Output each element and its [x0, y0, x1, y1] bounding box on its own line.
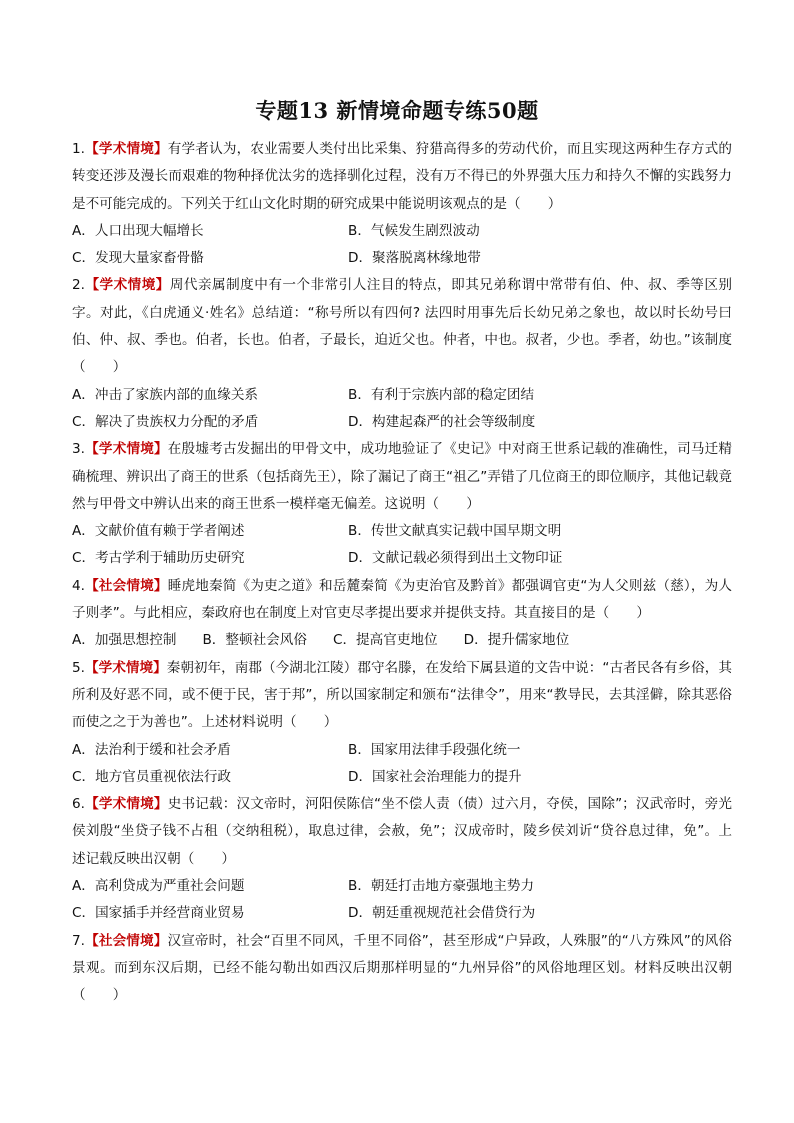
question-text: 秦朝初年，南郡（今湖北江陵）郡守名滕，在发给下属县道的文告中说：“古者民各有乡俗，其所利及好恶不同，或不便于民，害于邦”，所以国家制定和颁布“法律令”，用来“教导民，去其淫僻，除其恶俗而使之之于为善也”。上述材料说明（ ）: [72, 659, 732, 731]
question-1: [72, 136, 732, 272]
question-stem: [72, 272, 732, 381]
question-text: 周代亲属制度中有一个非常引人注目的特点，即其兄弟称谓中常带有伯、仲、叔、季等区别字。对此，《白虎通义·姓名》总结道：“称号所以有四何? 法四时用事先后长幼兄弟之象也，故以时长幼号曰伯、仲、叔、季也。伯者，长也。伯者，子最长，迫近父也。仲者，中也。叔者，少也。季者，幼也。”该制度（ ）: [72, 277, 733, 376]
option-c: C．发现大量家畜骨骼: [72, 250, 204, 267]
option-a: A．高利贷成为严重社会问题: [72, 878, 245, 895]
option-c: C．提高官吏地位: [332, 632, 438, 649]
option-d: D．构建起森严的社会等级制度: [348, 413, 536, 430]
options: [72, 627, 732, 654]
question-tag: 【学术情境】: [84, 659, 167, 676]
option-a: A．文献价值有赖于学者阐述: [72, 523, 245, 540]
option-a: A．法治利于缓和社会矛盾: [72, 741, 231, 758]
option-d: D．国家社会治理能力的提升: [348, 768, 522, 785]
option-c: C．国家插手并经营商业贸易: [72, 905, 245, 922]
question-stem: [72, 136, 732, 218]
question-number: 4.: [72, 577, 85, 594]
question-tag: 【学术情境】: [84, 441, 168, 458]
question-tag: 【社会情境】: [84, 932, 168, 949]
question-tag: 【社会情境】: [84, 577, 168, 594]
question-text: 在殷墟考古发掘出的甲骨文中，成功地验证了《史记》中对商王世系记载的准确性，司马迁精确梳理、辨识出了商王的世系（包括商先王），除了漏记了商王“祖乙”弄错了几位商王的即位顺序，其他记载竟然与甲骨文中辨认出来的商王世系一模样毫无偏差。这说明（ ）: [72, 441, 733, 512]
options: [72, 873, 732, 928]
question-tag: 【学术情境】: [84, 141, 168, 157]
question-number: 1.: [72, 141, 85, 157]
option-d: D．朝廷重视规范社会借贷行为: [348, 905, 536, 922]
question-number: 5.: [72, 659, 85, 676]
question-stem: [72, 436, 732, 518]
option-a: A．人口出现大幅增长: [72, 222, 204, 239]
question-6: [72, 791, 732, 927]
option-b: B．朝廷打击地方豪强地主势力: [348, 878, 535, 895]
question-tag: 【学术情境】: [84, 277, 170, 294]
question-5: [72, 655, 732, 791]
question-number: 6.: [72, 796, 85, 813]
question-text: 有学者认为，农业需要人类付出比采集、狩猎高得多的劳动代价，而且实现这两种生存方式的转变还涉及漫长而艰难的物种择优汰劣的选择驯化过程，没有万不得已的外界强大压力和持久不懈的实践努力是不可能完成的。下列关于红山文化时期的研究成果中能说明该观点的是（ ）: [72, 141, 733, 212]
question-2: [72, 272, 732, 436]
option-b: B．传世文献真实记载中国早期文明: [348, 523, 562, 540]
page-title: 专题13 新情境命题专练50题: [255, 98, 539, 123]
options: [72, 218, 732, 273]
question-number: 2.: [72, 277, 85, 294]
option-a: A．加强思想控制: [72, 632, 177, 649]
question-text: 汉宣帝时，社会“百里不同风，千里不同俗”，甚至形成“户异政，人殊服”的“八方殊风”的风俗景观。而到东汉后期，已经不能勾勒出如西汉后期那样明显的“九州异俗”的风俗地理区划。材料反映出汉朝（ ）: [72, 932, 732, 1004]
options: [72, 382, 732, 437]
option-c: C．地方官员重视依法行政: [72, 768, 232, 785]
question-tag: 【学术情境】: [84, 796, 168, 813]
option-c: C．考古学利于辅助历史研究: [72, 550, 245, 567]
question-stem: [72, 791, 732, 873]
options: [72, 737, 732, 792]
question-number: 7.: [72, 932, 85, 949]
question-4: [72, 573, 732, 655]
option-c: C．解决了贵族权力分配的矛盾: [72, 413, 259, 430]
question-text: 史书记载：汉文帝时，河阳侯陈信“坐不偿人责（债）过六月，夺侯，国除”；汉武帝时，旁光侯刘殷“坐贷子钱不占租（交纳租税），取息过律，会赦，免”；汉成帝时，陵乡侯刘䜣“贷谷息过律，免”。上述记载反映出汉朝（ ）: [72, 796, 732, 867]
question-stem: [72, 655, 732, 737]
option-b: B．整顿社会风俗: [202, 632, 307, 649]
option-a: A．冲击了家族内部的血缘关系: [72, 386, 259, 403]
option-d: D．文献记载必须得到出土文物印证: [348, 550, 563, 567]
option-b: B．国家用法律手段强化统一: [348, 741, 521, 758]
option-d: D．提升儒家地位: [463, 632, 570, 649]
option-d: D．聚落脱离林缘地带: [348, 250, 481, 267]
question-list: [72, 136, 732, 1010]
question-number: 3.: [72, 441, 85, 458]
option-b: B．气候发生剧烈波动: [348, 222, 480, 239]
question-7: [72, 928, 732, 1010]
question-text: 睡虎地秦简《为吏之道》和岳麓秦简《为吏治官及黔首》都强调官吏“为人父则兹（慈），为人子则孝”。与此相应，秦政府也在制度上对官吏尽孝提出要求并提供支持。其直接目的是（ ）: [72, 577, 732, 622]
question-stem: [72, 928, 732, 1010]
option-b: B．有利于宗族内部的稳定团结: [348, 386, 535, 403]
question-3: [72, 436, 732, 572]
question-stem: [72, 573, 732, 628]
options: [72, 518, 732, 573]
